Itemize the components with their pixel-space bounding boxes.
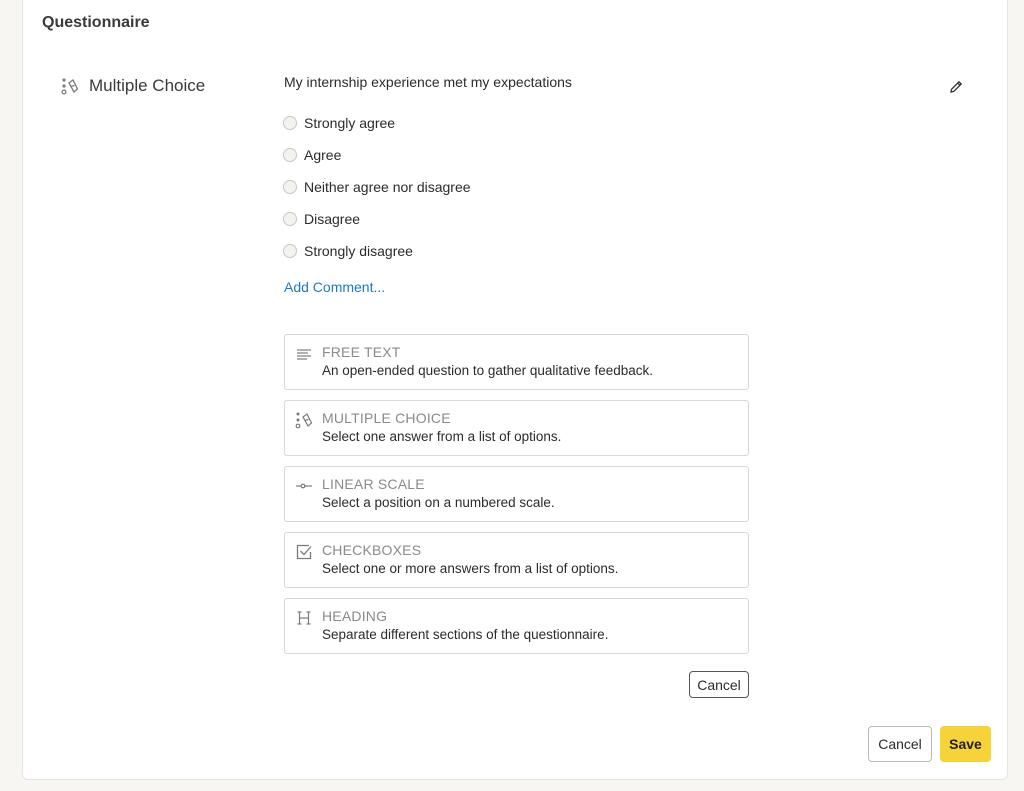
type-description: An open-ended question to gather qualitative feedback.: [322, 363, 653, 378]
type-option-checkboxes[interactable]: [284, 532, 749, 588]
question-type-indicator: [61, 76, 205, 96]
linear-scale-icon: [295, 477, 313, 495]
type-name: MULTIPLE CHOICE: [322, 410, 451, 426]
answer-options: [283, 107, 471, 267]
radio-button[interactable]: [283, 180, 297, 194]
radio-button[interactable]: [283, 148, 297, 162]
type-name: LINEAR SCALE: [322, 476, 425, 492]
option-label: Disagree: [304, 211, 361, 227]
question-text: My internship experience met my expectations: [284, 74, 572, 90]
section-title: Questionnaire: [42, 14, 150, 31]
type-option-multiple-choice[interactable]: [284, 400, 749, 456]
type-name: CHECKBOXES: [322, 542, 422, 558]
option-label: Strongly agree: [304, 115, 396, 131]
heading-icon: [295, 609, 313, 627]
multiple-choice-icon: [61, 77, 79, 95]
answer-option[interactable]: [283, 203, 471, 235]
type-option-heading[interactable]: [284, 598, 749, 654]
type-option-free-text[interactable]: [284, 334, 749, 390]
type-name: FREE TEXT: [322, 344, 401, 360]
cancel-type-selection-button[interactable]: Cancel: [689, 671, 749, 698]
radio-button[interactable]: [283, 116, 297, 130]
free-text-icon: [295, 345, 313, 363]
add-comment-link[interactable]: Add Comment...: [284, 279, 386, 295]
pencil-icon: [948, 79, 964, 95]
option-label: Neither agree nor disagree: [304, 179, 471, 195]
type-description: Separate different sections of the questionnaire.: [322, 627, 609, 642]
type-description: Select a position on a numbered scale.: [322, 495, 555, 510]
option-label: Strongly disagree: [304, 243, 413, 259]
answer-option[interactable]: [283, 235, 471, 267]
answer-option[interactable]: [283, 171, 471, 203]
radio-button[interactable]: [283, 244, 297, 258]
type-option-linear-scale[interactable]: [284, 466, 749, 522]
type-name: HEADING: [322, 608, 388, 624]
edit-question-button[interactable]: [943, 76, 969, 98]
answer-option[interactable]: [283, 107, 471, 139]
save-button[interactable]: Save: [940, 726, 991, 762]
questionnaire-card: [22, 0, 1008, 780]
multiple-choice-icon: [295, 411, 313, 429]
option-label: Agree: [304, 147, 342, 163]
type-description: Select one answer from a list of options.: [322, 429, 562, 444]
checkbox-icon: [295, 543, 313, 561]
type-description: Select one or more answers from a list of options.: [322, 561, 619, 576]
radio-button[interactable]: [283, 212, 297, 226]
cancel-button[interactable]: Cancel: [868, 726, 932, 762]
answer-option[interactable]: [283, 139, 471, 171]
question-type-list: [284, 334, 749, 664]
question-type-label: Multiple Choice: [89, 76, 206, 95]
